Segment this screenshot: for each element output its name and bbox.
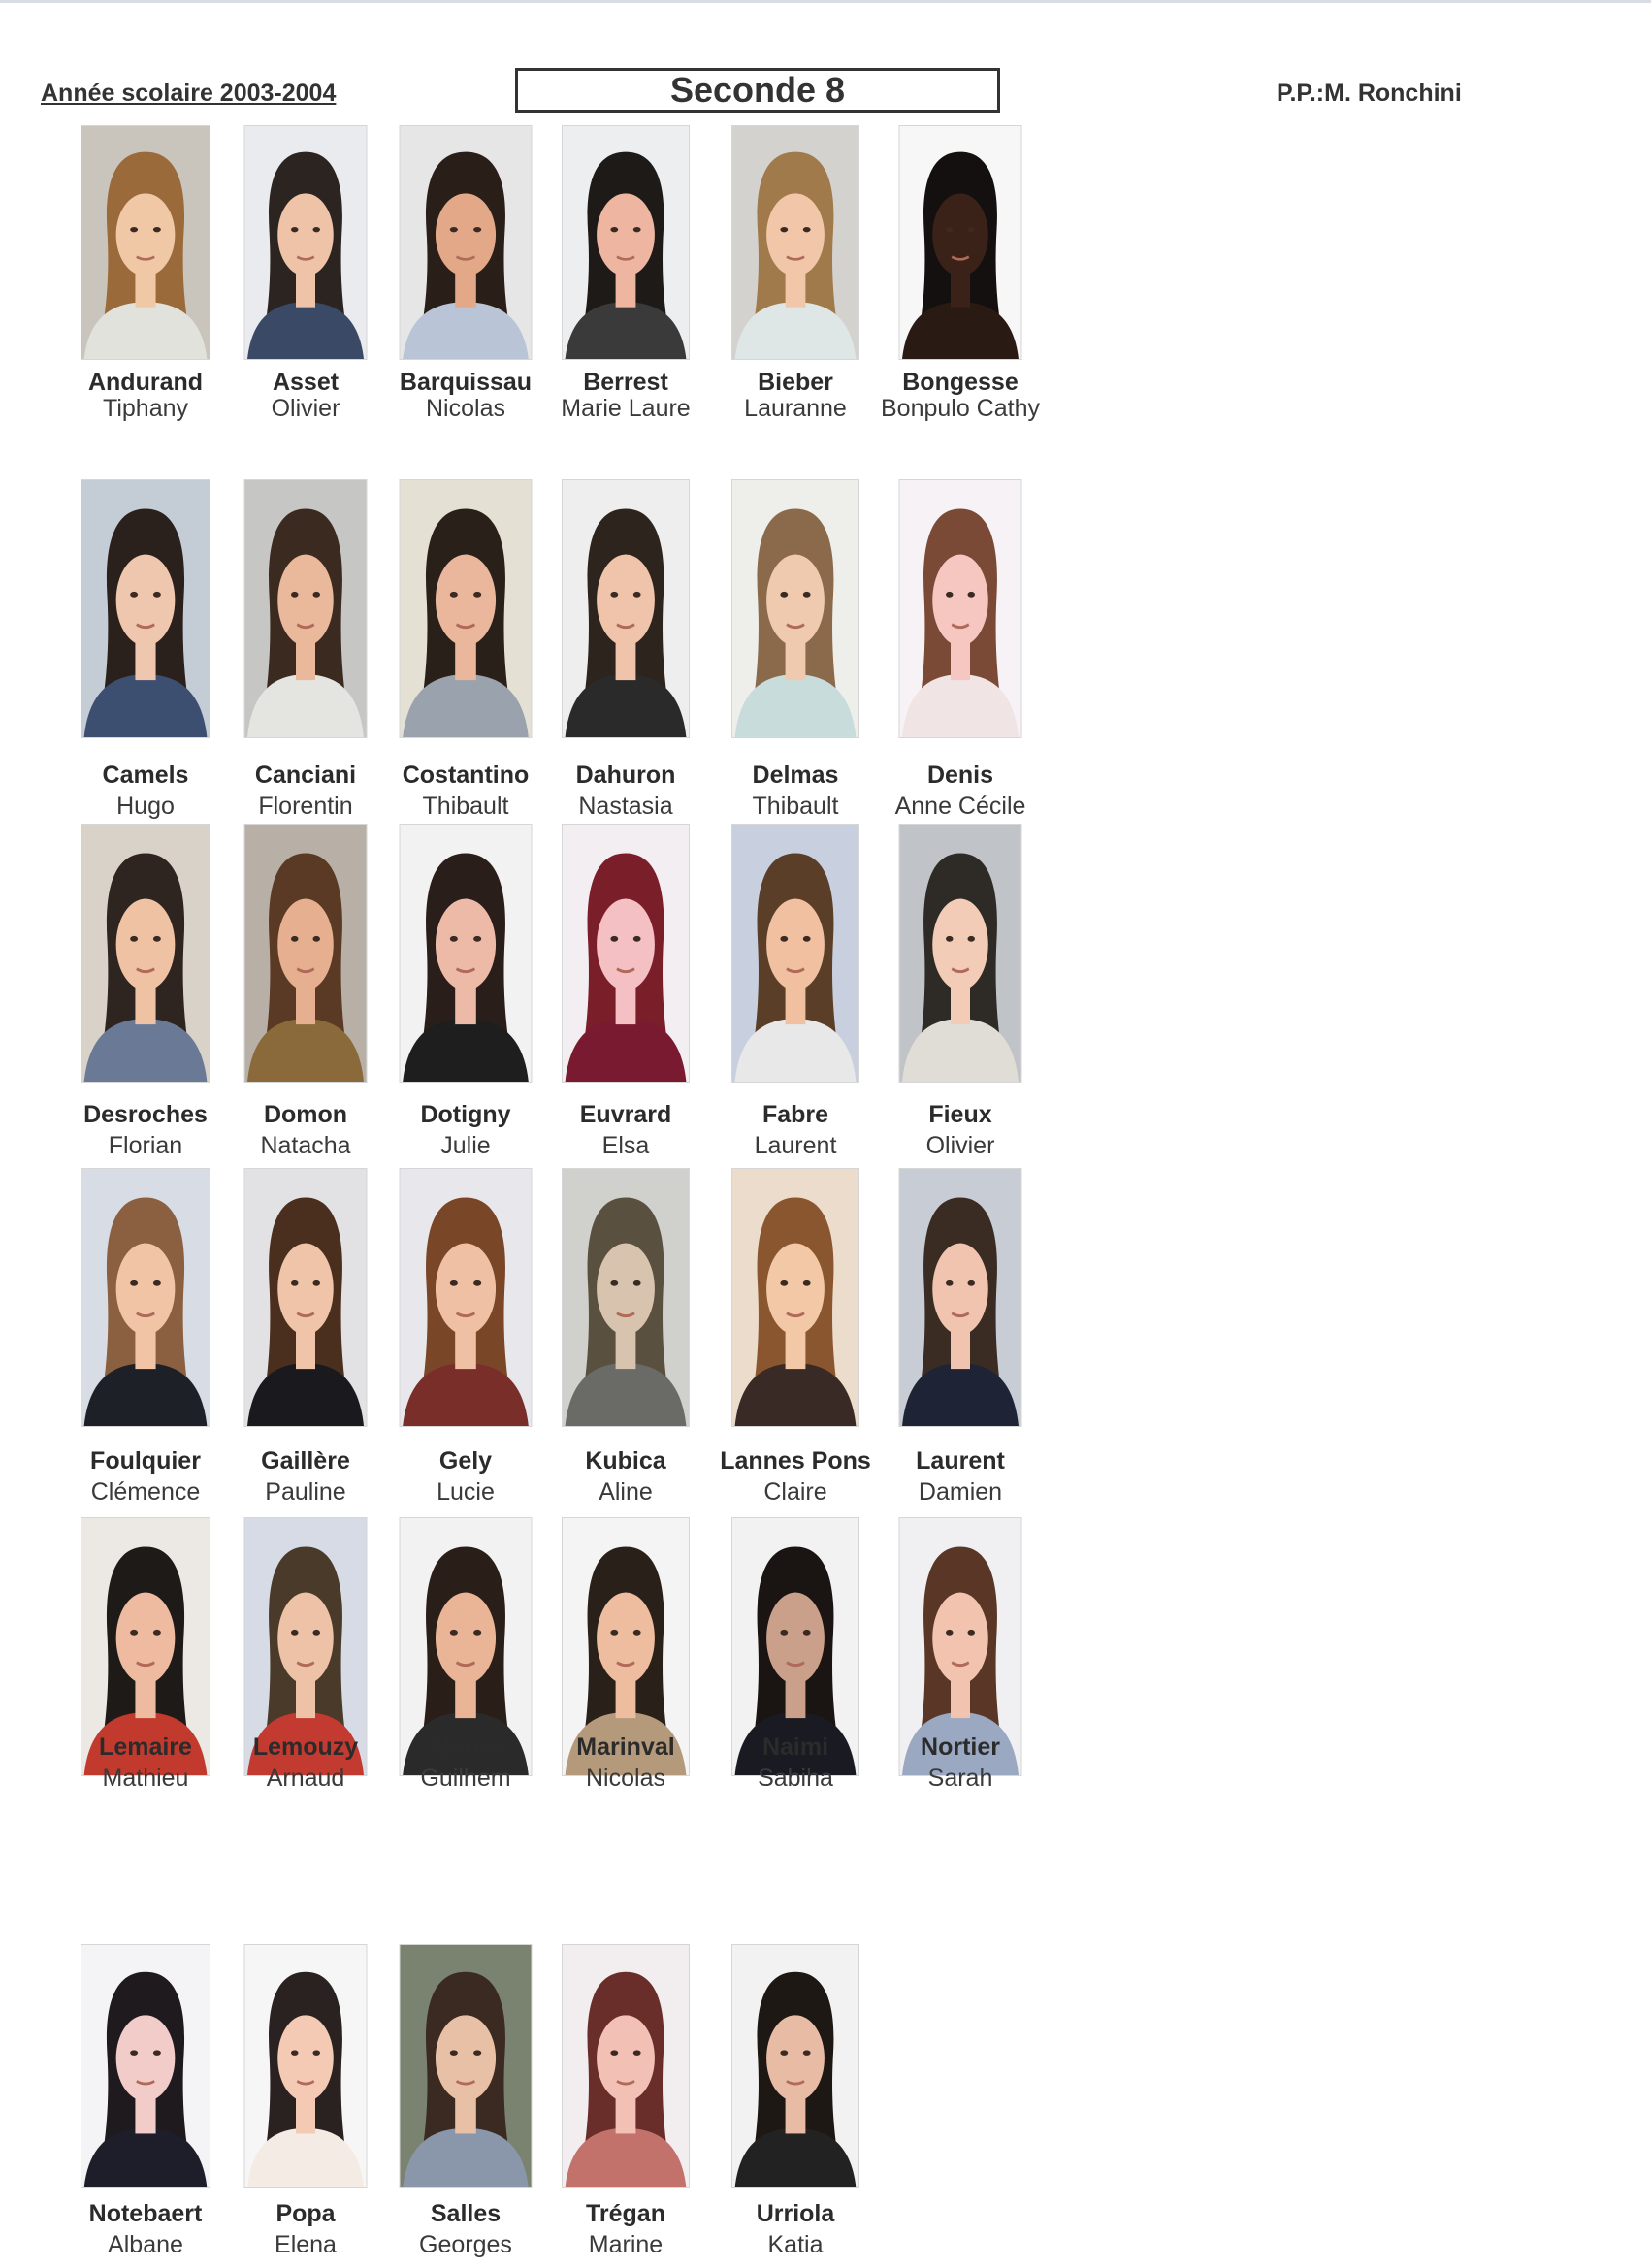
student-surname: Gely — [438, 1447, 493, 1474]
student-photo — [245, 480, 367, 737]
student-card — [713, 1799, 878, 2258]
student-photo — [245, 825, 367, 1082]
student-card — [878, 1460, 1043, 1799]
student-photo — [81, 1169, 210, 1426]
student-surname: Desroches — [83, 1101, 208, 1128]
student-surname: Kubica — [585, 1447, 666, 1474]
student-photo — [81, 825, 210, 1082]
student-firstname: Sabiha — [758, 1765, 833, 1792]
student-firstname: Laurent — [754, 1132, 837, 1159]
student-card — [543, 441, 708, 820]
student-firstname: Sarah — [927, 1765, 993, 1792]
student-firstname: Arnaud — [266, 1765, 345, 1792]
student-photo — [900, 480, 1021, 737]
student-surname: Fieux — [928, 1101, 992, 1128]
student-photo — [732, 825, 858, 1082]
student-card — [383, 1120, 548, 1506]
student-surname: Delmas — [752, 761, 839, 789]
student-firstname: Claire — [763, 1478, 827, 1506]
student-card — [878, 112, 1043, 451]
student-photo — [732, 1169, 858, 1426]
student-photo — [563, 1169, 689, 1426]
student-firstname: Georges — [419, 2231, 512, 2258]
student-surname: Costantino — [402, 761, 530, 789]
student-photo — [81, 126, 210, 359]
student-photo — [563, 825, 689, 1082]
student-firstname: Thibault — [422, 793, 509, 820]
student-surname: Lannes Pons — [720, 1447, 871, 1474]
student-firstname: Guilhem — [420, 1765, 511, 1792]
class-title — [515, 68, 1000, 113]
student-card — [223, 1120, 388, 1506]
student-surname: Domon — [263, 1101, 348, 1128]
top-rule — [0, 0, 1651, 3]
student-photo — [900, 825, 1021, 1082]
student-card — [383, 441, 548, 820]
student-surname: Popa — [275, 2200, 336, 2227]
student-photo — [401, 480, 532, 737]
student-firstname: Elsa — [601, 1132, 650, 1159]
student-surname: Urriola — [756, 2200, 835, 2227]
student-photo — [245, 1169, 367, 1426]
student-photo — [81, 1945, 210, 2187]
student-firstname: Mathieu — [102, 1765, 189, 1792]
student-photo — [245, 1945, 367, 2187]
student-firstname: Natacha — [260, 1132, 351, 1159]
student-photo — [563, 1945, 689, 2187]
student-firstname: Albane — [108, 2231, 183, 2258]
student-card — [543, 781, 708, 1159]
student-surname: Bongesse — [902, 369, 1019, 396]
student-surname: Laurent — [916, 1447, 1005, 1474]
student-photo — [401, 1169, 532, 1426]
student-card — [63, 112, 228, 451]
student-surname: Trégan — [586, 2200, 665, 2227]
student-card — [878, 1120, 1043, 1506]
student-photo — [900, 126, 1021, 359]
student-surname: Salles — [430, 2200, 502, 2227]
student-card — [63, 1120, 228, 1506]
student-firstname: Aline — [599, 1478, 653, 1506]
student-card — [223, 781, 388, 1159]
student-card — [383, 112, 548, 451]
student-card — [543, 1799, 708, 2258]
student-card — [63, 441, 228, 820]
student-firstname: Marine — [588, 2231, 664, 2258]
student-card — [383, 781, 548, 1159]
student-surname: Mares — [430, 1733, 502, 1761]
student-firstname: Lauranne — [744, 395, 847, 422]
student-photo — [563, 480, 689, 737]
student-firstname: Nicolas — [586, 1765, 665, 1792]
class-title-label: Seconde 8 — [669, 70, 846, 110]
student-firstname: Olivier — [925, 1132, 995, 1159]
student-firstname: Florian — [108, 1132, 183, 1159]
student-firstname: Elena — [275, 2231, 337, 2258]
student-card — [878, 441, 1043, 820]
student-photo — [401, 825, 532, 1082]
student-surname: Gaillère — [261, 1447, 350, 1474]
student-surname: Camels — [102, 761, 189, 789]
student-card — [713, 781, 878, 1159]
student-card — [223, 112, 388, 451]
student-photo — [732, 1945, 858, 2187]
student-surname: Dotigny — [420, 1101, 511, 1128]
student-firstname: Anne Cécile — [894, 793, 1026, 820]
student-firstname: Pauline — [265, 1478, 346, 1506]
student-surname: Euvrard — [579, 1101, 672, 1128]
student-surname: Nortier — [921, 1733, 1000, 1761]
student-photo — [732, 480, 858, 737]
student-firstname: Nastasia — [578, 793, 673, 820]
student-card — [63, 1460, 228, 1799]
student-surname: Denis — [926, 761, 994, 789]
student-firstname: Katia — [767, 2231, 824, 2258]
teacher-label: P.P.:M. Ronchini — [1277, 80, 1462, 107]
student-firstname: Florentin — [258, 793, 353, 820]
student-surname: Lemouzy — [252, 1733, 359, 1761]
student-surname: Naimi — [761, 1733, 829, 1761]
student-surname: Fabre — [761, 1101, 829, 1128]
student-firstname: Hugo — [116, 793, 175, 820]
student-firstname: Marie Laure — [561, 395, 691, 422]
student-surname: Asset — [272, 369, 340, 396]
student-surname: Andurand — [87, 369, 204, 396]
student-photo — [900, 1169, 1021, 1426]
student-surname: Notebaert — [88, 2200, 203, 2227]
student-card — [63, 1799, 228, 2258]
student-photo — [563, 126, 689, 359]
student-surname: Bieber — [758, 369, 833, 396]
student-card — [383, 1799, 548, 2258]
student-surname: Foulquier — [90, 1447, 201, 1474]
student-firstname: Damien — [918, 1478, 1003, 1506]
student-firstname: Thibault — [752, 793, 839, 820]
school-year: Année scolaire 2003-2004 — [41, 80, 337, 107]
student-photo — [401, 1945, 532, 2187]
student-surname: Barquissau — [399, 369, 533, 396]
student-card — [713, 1460, 878, 1799]
student-surname: Marinval — [576, 1733, 675, 1761]
student-firstname: Lucie — [437, 1478, 495, 1506]
student-photo — [401, 126, 532, 359]
student-card — [713, 112, 878, 451]
student-card — [543, 1460, 708, 1799]
student-firstname: Julie — [440, 1132, 491, 1159]
student-firstname: Olivier — [271, 395, 340, 422]
student-card — [223, 441, 388, 820]
student-surname: Berrest — [583, 369, 668, 396]
student-card — [713, 441, 878, 820]
student-surname: Lemaire — [99, 1733, 192, 1761]
student-firstname: Clémence — [90, 1478, 201, 1506]
student-surname: Canciani — [254, 761, 357, 789]
student-card — [223, 1799, 388, 2258]
student-firstname: Bonpulo Cathy — [880, 395, 1040, 422]
student-surname: Dahuron — [575, 761, 676, 789]
student-card — [713, 1120, 878, 1506]
student-card — [223, 1460, 388, 1799]
student-card — [63, 781, 228, 1159]
student-firstname: Tiphany — [102, 395, 188, 422]
student-card — [878, 781, 1043, 1159]
student-photo — [245, 126, 367, 359]
student-firstname: Nicolas — [426, 395, 505, 422]
student-photo — [732, 126, 858, 359]
student-photo — [81, 480, 210, 737]
student-card — [543, 1120, 708, 1506]
student-card — [383, 1460, 548, 1799]
student-card — [543, 112, 708, 451]
